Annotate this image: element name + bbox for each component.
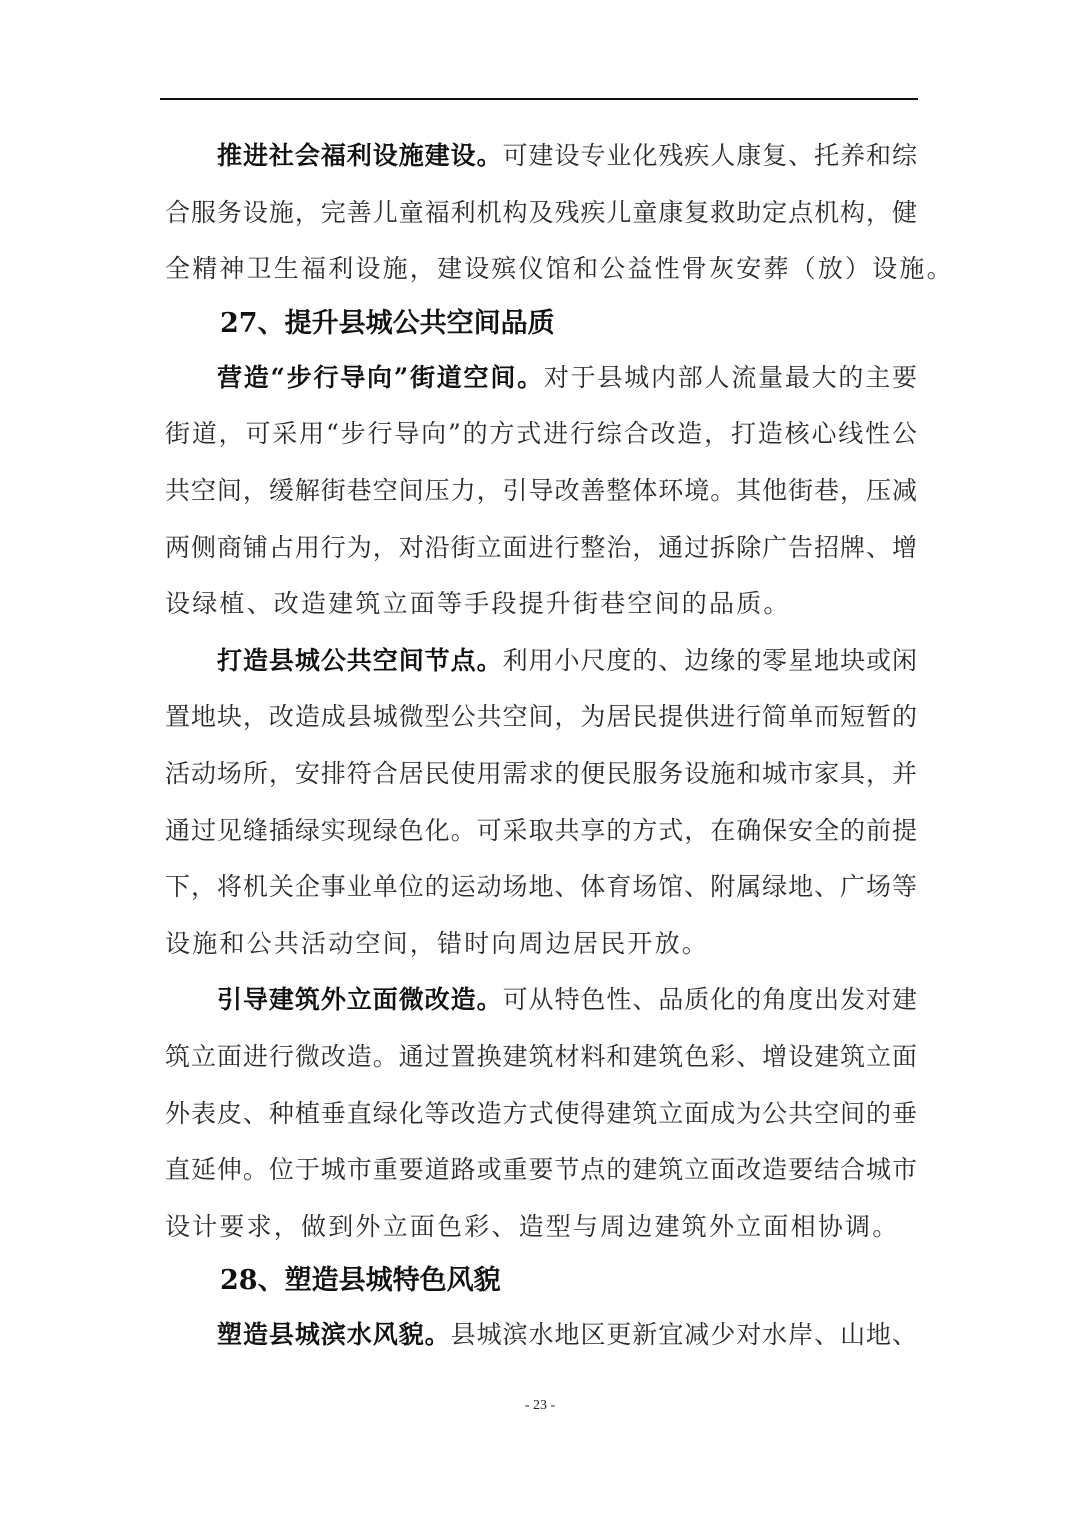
text-line [165, 1086, 917, 1143]
text-line [165, 520, 917, 577]
line-text: 合服务设施，完善儿童福利机构及残疾儿童康复救助定点机构，健 [165, 197, 917, 227]
text-line [165, 1142, 917, 1199]
line-text: 筑立面进行微改造。通过置换建筑材料和建筑色彩、增设建筑立面 [165, 1041, 917, 1071]
line-text: 两侧商铺占用行为，对沿街立面进行整治，通过拆除广告招牌、增 [165, 532, 917, 562]
line-text: 对于县城内部人流量最大的主要 [543, 362, 917, 392]
paragraph [165, 633, 917, 973]
line-text: 可从特色性、品质化的角度出发对建 [502, 985, 917, 1015]
text-line [165, 463, 917, 520]
paragraph [165, 128, 954, 298]
text-line [165, 803, 917, 860]
paragraph [165, 350, 917, 633]
line-text: 设绿植、改造建筑立面等手段提升街巷空间的品质。 [165, 589, 791, 619]
text-line [165, 972, 917, 1029]
line-text: 全精神卫生福利设施，建设殡仪馆和公益性骨灰安葬（放）设施。 [165, 254, 954, 284]
text-line [165, 1307, 917, 1364]
page-number: - 23 - [524, 1398, 556, 1413]
line-text: 活动场所，安排符合居民使用需求的便民服务设施和城市家具，并 [165, 758, 917, 788]
line-text: 共空间，缓解街巷空间压力，引导改善整体环境。其他街巷，压减 [165, 475, 917, 505]
paragraph-lead: 打造县城公共空间节点。 [217, 645, 503, 675]
line-text: 置地块，改造成县城微型公共空间，为居民提供进行简单而短暂的 [165, 702, 917, 732]
line-text: 县城滨水地区更新宜减少对水岸、山地、 [450, 1320, 917, 1350]
paragraph-lead: 引导建筑外立面微改造。 [217, 985, 503, 1015]
line-text: 利用小尺度的、边缘的零星地块或闲 [502, 645, 917, 675]
text-line [165, 859, 917, 916]
text-line [165, 1199, 917, 1256]
text-line [165, 689, 917, 746]
line-text: 设施和公共活动空间，错时向周边居民开放。 [165, 928, 710, 958]
line-text: 通过见缝插绿实现绿色化。可采取共享的方式，在确保安全的前提 [165, 815, 917, 845]
text-line [165, 576, 917, 633]
section-heading: 28、塑造县城特色风貌 [220, 1265, 501, 1297]
document-body [165, 128, 954, 1364]
paragraph-lead: 推进社会福利设施建设。 [217, 141, 503, 170]
text-line [165, 350, 917, 407]
section-heading: 27、提升县城公共空间品质 [220, 307, 555, 339]
text-line [165, 746, 917, 803]
paragraph-lead: 营造“步行导向”街道空间。 [217, 362, 544, 392]
text-line [165, 241, 954, 298]
line-text: 街道，可采用“步行导向”的方式进行综合改造，打造核心线性公 [165, 419, 917, 449]
paragraph-lead: 塑造县城滨水风貌。 [217, 1320, 451, 1350]
line-text: 外表皮、种植垂直绿化等改造方式使得建筑立面成为公共空间的垂 [165, 1098, 917, 1128]
text-line [165, 128, 917, 185]
line-text: 下，将机关企事业单位的运动场地、体育场馆、附属绿地、广场等 [165, 872, 917, 902]
text-line [165, 916, 917, 973]
line-text: 设计要求，做到外立面色彩、造型与周边建筑外立面相协调。 [165, 1211, 900, 1241]
line-text: 可建设专业化残疾人康复、托养和综 [502, 141, 917, 170]
text-line [165, 185, 917, 242]
text-line [165, 406, 917, 463]
text-line [165, 1029, 917, 1086]
paragraph [165, 972, 917, 1255]
line-text: 直延伸。位于城市重要道路或重要节点的建筑立面改造要结合城市 [165, 1155, 917, 1185]
paragraph [165, 1307, 917, 1364]
text-line [165, 633, 917, 690]
header-rule [160, 98, 918, 100]
